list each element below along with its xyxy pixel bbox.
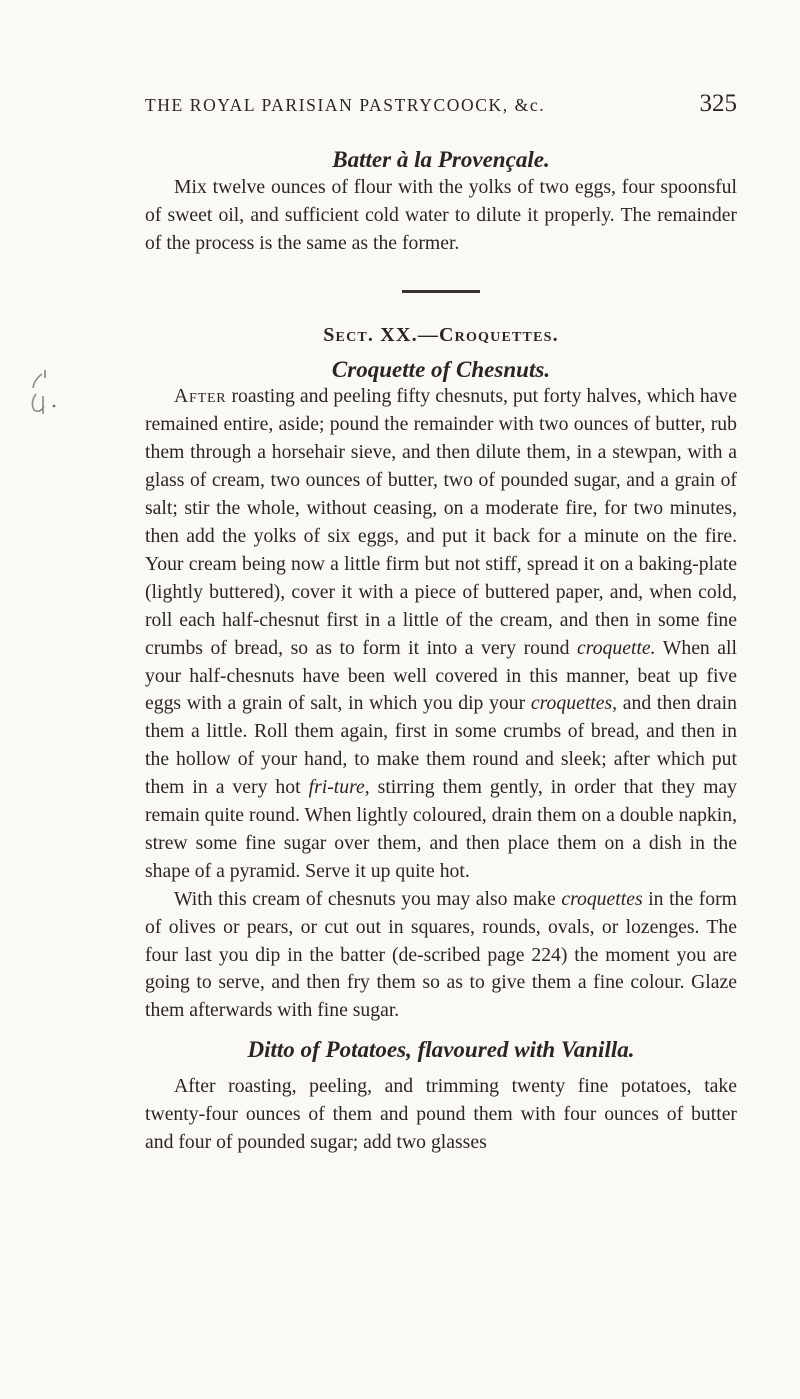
subsection-title-potatoes: Ditto of Potatoes, flavoured with Vanilla. — [247, 1036, 635, 1063]
running-header — [145, 90, 737, 118]
italic-term: croquette. — [577, 636, 656, 659]
text-run: When all your half-chesnuts have been well covered in this manner, beat up five eggs with a grain of salt, in which you dip your — [145, 636, 737, 715]
running-title: THE ROYAL PARISIAN PASTRYCOOCK, &c. — [145, 95, 546, 115]
italic-term: fri-ture, — [308, 776, 370, 799]
italic-term: croquettes — [561, 887, 643, 910]
paragraph-batter: Mix twelve ounces of flour with the yolks of two eggs, four spoonsful of sweet oil, and sufficient cold water to dilute it properly. The remainder of the process is the same as the former. — [145, 175, 737, 254]
text-run: in the form of olives or pears, or cut out in squares, rounds, ovals, or lozenges. The four last you dip in the batter (de-scribed page 224) the moment you are going to serve, and then fry them so as to give them a fine colour. Glaze them afterwards with fine sugar. — [145, 887, 737, 1022]
body-text — [145, 146, 737, 1157]
paragraph-chesnuts-method — [145, 383, 737, 885]
section-number: Sect. XX. — [323, 323, 418, 346]
margin-annotation-mark — [28, 366, 62, 418]
section-heading-title: —Croquettes. — [417, 323, 559, 346]
section-title-batter: Batter à la Provençale. — [332, 146, 550, 172]
paragraph-chesnut-variations — [145, 886, 737, 1026]
subsection-title-chesnuts: Croquette of Chesnuts. — [331, 355, 551, 382]
lead-word: After — [174, 385, 227, 408]
italic-term: croquettes, — [530, 692, 618, 715]
page-number: 325 — [699, 90, 737, 117]
text-run: roasting and peeling fifty chesnuts, put forty halves, which have remained entire, aside; pound the remainder with two ounces of butter, rub them through a horsehair sieve, and then dilute them, in a stewpan, with a glass of cream, two ounces of butter, two of pounded sugar, and a grain of salt; stir the whole, without ceasing, on a moderate fire, for two minutes, then add the yolks of six eggs, and put it back for a minute on the fire. Your cream being now a little firm but not stiff, spread it on a baking-plate (lightly buttered), cover it with a piece of buttered paper, and, when cold, roll each half-chesnut first in a little of the cream, and then in some fine crumbs of bread, so as to form it into a very round — [145, 385, 737, 659]
text-run: and then drain them a little. Roll them again, first in some crumbs of bread, and then in the hollow of your hand, to make them round and sleek; after which put them in a very hot — [145, 692, 737, 799]
text-run: stirring them gently, in order that they may remain quite round. When lightly coloured, drain them on a double napkin, strew some fine sugar over them, and then place them on a dish in the shape of a pyramid. Serve it up quite hot. — [145, 776, 737, 882]
section-divider — [402, 290, 480, 293]
text-run: With this cream of chesnuts you may also make — [174, 887, 562, 910]
paragraph-potatoes: After roasting, peeling, and trimming twenty fine potatoes, take twenty-four ounces of them and pound them with four ounces of butter and four of pounded sugar; add two glasses — [145, 1075, 737, 1153]
section-heading-croquettes — [145, 322, 737, 350]
